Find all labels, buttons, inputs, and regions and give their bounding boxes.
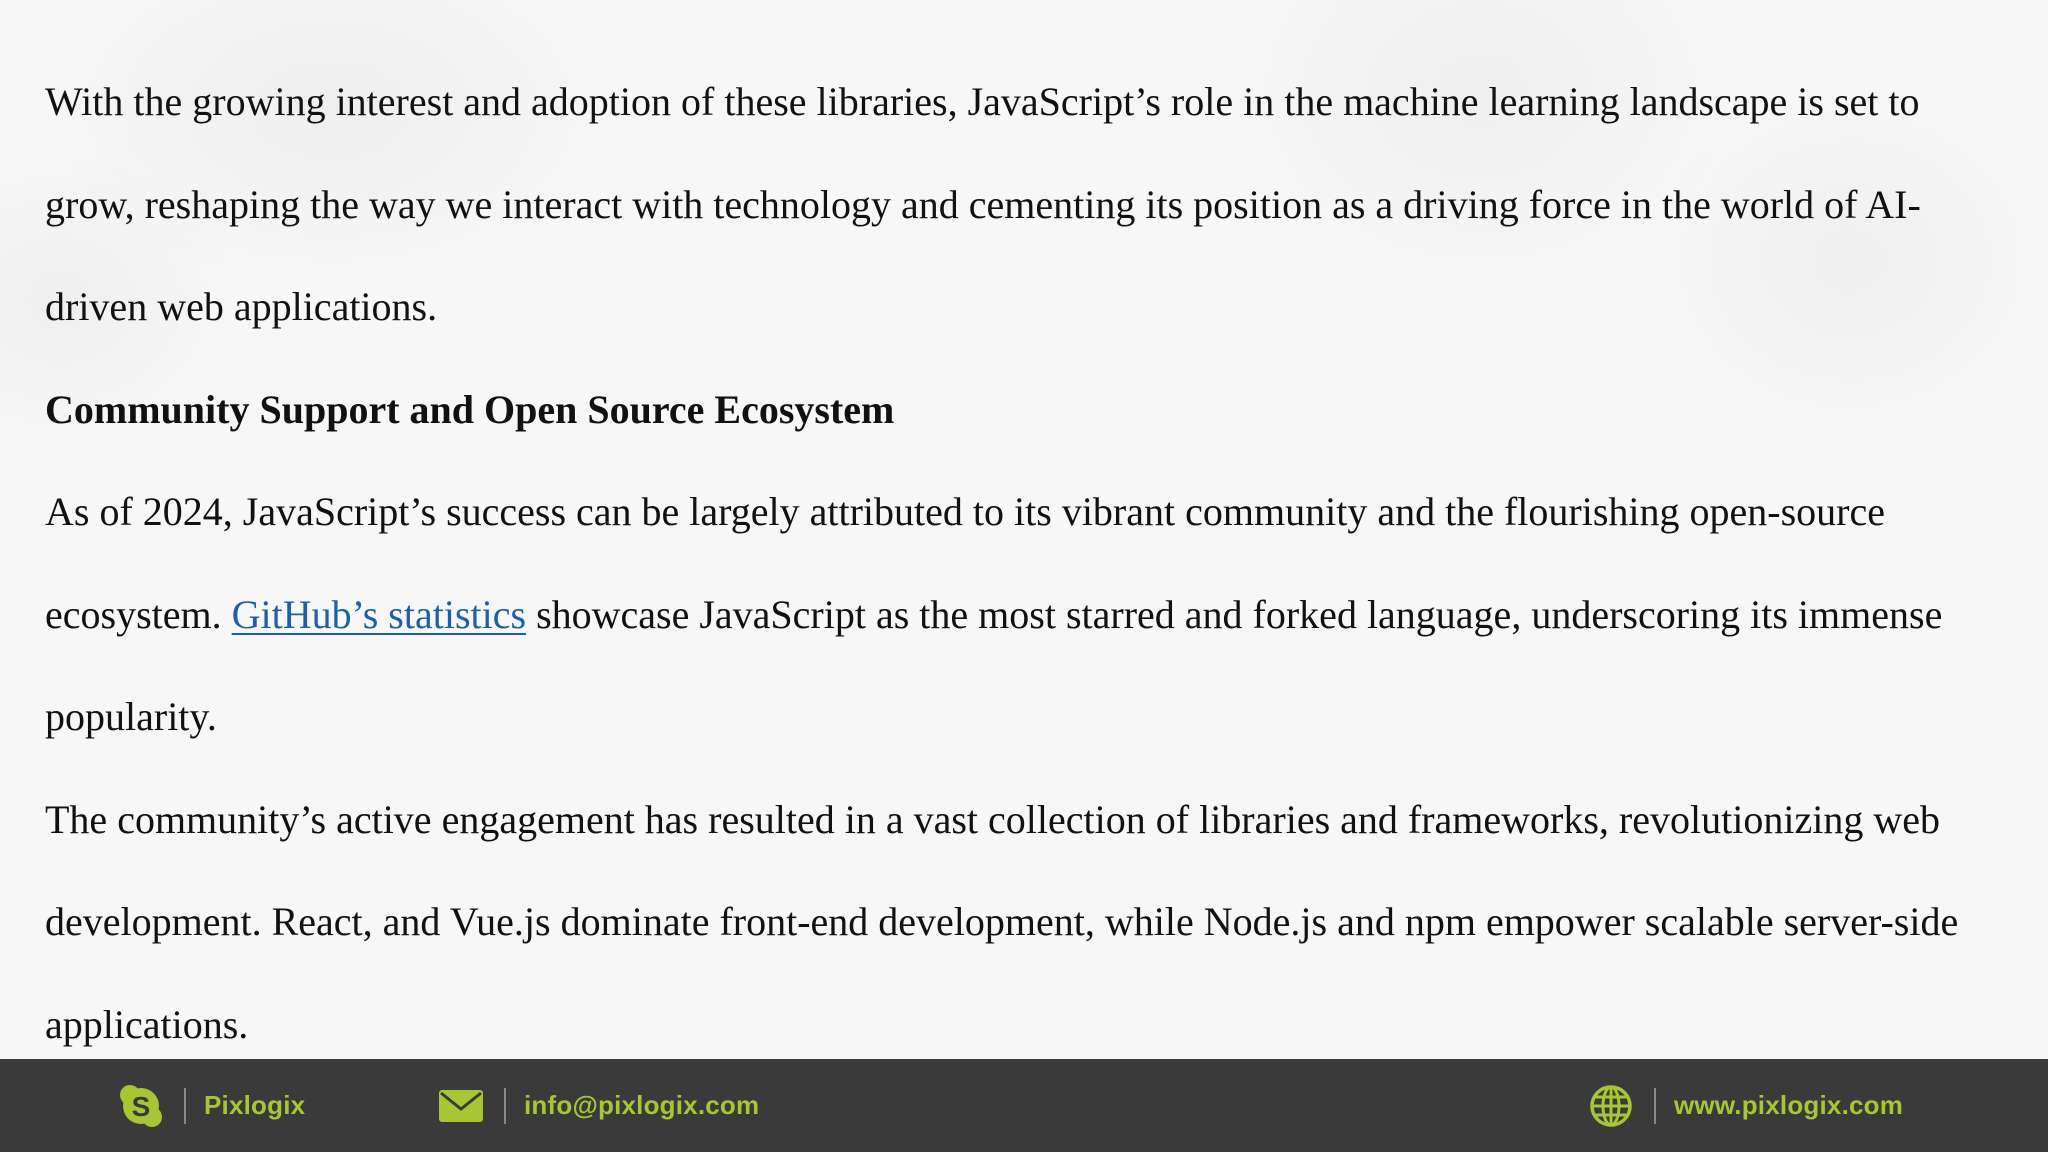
globe-icon	[1588, 1083, 1634, 1129]
footer-divider	[1654, 1088, 1656, 1124]
footer-skype[interactable]	[118, 1059, 305, 1152]
footer-divider	[504, 1088, 506, 1124]
email-label[interactable]: info@pixlogix.com	[524, 1090, 760, 1120]
section-heading: Community Support and Open Source Ecosystem	[45, 386, 895, 432]
envelope-icon	[438, 1083, 484, 1129]
paragraph-ml-adoption: With the growing interest and adoption of these libraries, JavaScript’s role in the machine learning landscape is set to grow, reshaping the way we interact with technology and cementing its position as a driving force in the world of AI-driven web applications.	[45, 79, 1921, 329]
skype-icon	[118, 1083, 164, 1129]
website-label[interactable]: www.pixlogix.com	[1674, 1090, 1904, 1120]
paragraph-text: showcase JavaScript as the most starred and forked language, underscoring its immense popularity.	[45, 591, 1943, 739]
footer-email[interactable]	[438, 1059, 759, 1152]
footer-website[interactable]	[1588, 1059, 1903, 1152]
skype-label[interactable]: Pixlogix	[204, 1090, 306, 1120]
footer-bar	[0, 1059, 2048, 1152]
paragraph-community-support	[45, 461, 2010, 769]
paragraph-community-engagement: The community’s active engagement has resulted in a vast collection of libraries and frameworks, revolutionizing web development. React, and Vue.js dominate front-end development, while Node.js and npm empower scalable server-side applications.	[45, 796, 1959, 1047]
github-statistics-link[interactable]: GitHub’s statistics	[231, 591, 527, 637]
article-content	[45, 51, 2010, 1076]
footer-divider	[184, 1088, 186, 1124]
paragraph-text: As of 2024, JavaScript’s success can be largely attributed to its vibrant community and the flourishing open-source ecosystem.	[45, 489, 1885, 637]
svg-text:S: S	[131, 1090, 151, 1122]
